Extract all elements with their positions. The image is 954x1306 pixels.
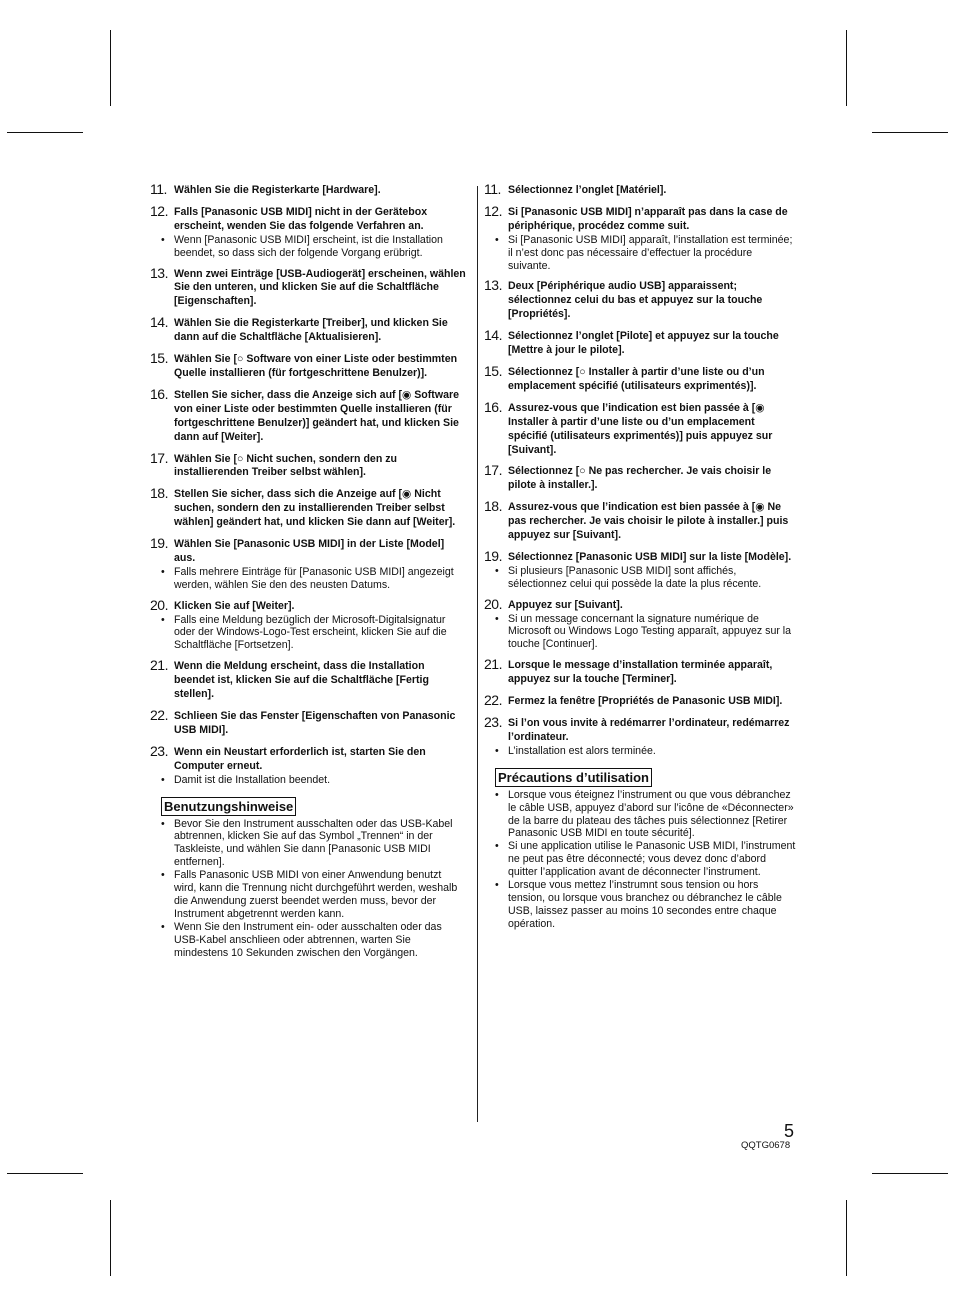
step-number: 20. <box>150 596 168 613</box>
step-text: Lorsque le message d’installation terminée apparaît, appuyez sur la touche [Terminer]. <box>508 659 773 686</box>
instruction-step <box>484 462 796 493</box>
bullet-item: • Wenn [Panasonic USB MIDI] erscheint, ist die Installation beendet, so dass sich der folgende Vorgang erübrigt. <box>174 234 466 260</box>
bullet-item: • Falls eine Meldung bezüglich der Microsoft-Digitalsignatur oder der Windows-Logo-Test erscheint, klicken Sie auf die Schaltfläche [Fortsetzen]. <box>174 614 466 653</box>
instruction-step <box>484 595 796 652</box>
bullet-item: • Falls mehrere Einträge für [Panasonic USB MIDI] angezeigt werden, wählen Sie den des neusten Datums. <box>174 566 466 592</box>
instruction-step <box>484 202 796 273</box>
instruction-step <box>150 449 466 481</box>
note-item: • Lorsque vous mettez l’instrumnt sous tension ou hors tension, ou lorsque vous branchez ou débranchez le câble USB, laissez passer au moins 10 secondes entre chaque opération. <box>508 879 796 931</box>
crop-mark-bottom-right-horizontal <box>872 1173 948 1174</box>
step-bullets <box>174 774 466 787</box>
step-number: 13. <box>150 264 168 281</box>
instruction-step <box>150 264 466 310</box>
step-text: Wählen Sie [Panasonic USB MIDI] in der Liste [Model] aus. <box>174 538 445 564</box>
note-item: • Bevor Sie den Instrument ausschalten oder das USB-Kabel abtrennen, klicken Sie auf das Symbol „Trennen“ in der Taskleiste, und wählen Sie dann [Panasonic USB MIDI entfernen]. <box>174 818 466 870</box>
step-text: Stellen Sie sicher, dass die Anzeige sich auf [◉ Software von einer Liste oder bestimmten Quelle installieren (für fortgeschrittene Benulzer)] geändert hat, und klicken Sie dann auf [Weiter]. <box>174 388 459 443</box>
step-text: Klicken Sie auf [Weiter]. <box>174 599 295 612</box>
step-bullets <box>508 745 796 758</box>
step-number: 17. <box>150 449 168 466</box>
instruction-step <box>484 362 796 394</box>
instruction-step <box>150 742 466 787</box>
bullet-item: • Si [Panasonic USB MIDI] apparaît, l’installation est terminée; il n’est donc pas nécessaire d’effectuer la procédure suivante. <box>508 234 796 273</box>
instruction-step <box>150 535 466 592</box>
crop-mark-bottom-left-horizontal <box>7 1173 83 1174</box>
step-text: Assurez-vous que l’indication est bien passée à [◉ Installer à partir d’une liste ou d’un emplacement spécifié (utilisateurs exprimentés)] puis appuyez sur [Suivant]. <box>508 401 773 456</box>
step-number: 15. <box>484 362 502 379</box>
step-text: Sélectionnez [○ Ne pas rechercher. Je vais choisir le pilote à installer.]. <box>508 465 772 492</box>
bullet-item: • Damit ist die Installation beendet. <box>174 774 466 787</box>
step-text: Wählen Sie [○ Software von einer Liste oder bestimmten Quelle installieren (für fortgeschrittene Benulzer)]. <box>174 353 458 379</box>
crop-mark-bottom-right-vertical <box>846 1200 847 1276</box>
step-number: 17. <box>484 462 502 479</box>
instruction-step <box>150 657 466 702</box>
step-number: 14. <box>484 327 502 344</box>
step-text: Wenn die Meldung erscheint, dass die Installation beendet ist, klicken Sie auf die Schaltfläche [Fertig stellen]. <box>174 660 429 701</box>
step-bullets <box>174 234 466 260</box>
instruction-step <box>150 181 466 198</box>
bullet-item: • Si plusieurs [Panasonic USB MIDI] sont affichés, sélectionnez celui qui possède la date la plus récente. <box>508 565 796 591</box>
step-text: Wenn zwei Einträge [USB-Audiogerät] erscheinen, wählen Sie den unteren, und klicken Sie auf die Schaltfläche [Eigenschaften]. <box>174 267 466 308</box>
note-item: • Lorsque vous éteignez l’instrument ou que vous débranchez le câble USB, appuyez d’abord sur l’icône de «Déconnecter» de la barre du plateau des tâches puis sélectionnez [Retirer Panasonic USB MIDI en toute sécurité]. <box>508 789 796 841</box>
page-number: 5 <box>784 1121 795 1141</box>
step-text: Appuyez sur [Suivant]. <box>508 598 623 611</box>
step-number: 21. <box>150 657 168 674</box>
step-text: Sélectionnez l’onglet [Matériel]. <box>508 184 667 196</box>
instruction-step <box>150 385 466 445</box>
step-number: 18. <box>150 485 168 502</box>
step-number: 12. <box>150 202 168 219</box>
instruction-step <box>150 485 466 530</box>
document-code: QQTG0678 <box>741 1140 791 1151</box>
note-item: • Wenn Sie den Instrument ein- oder ausschalten oder das USB-Kabel anschlieen oder abtrennen, warten Sie mindestens 10 Sekunden zwischen den Vorgängen. <box>174 921 466 960</box>
note-item: • Falls Panasonic USB MIDI von einer Anwendung benutzt wird, kann die Trennung nicht durchgeführt werden, weshalb die Anwendung zuerst beendet werden muss, bevor der Instrument abgetrennt werden kann. <box>174 869 466 921</box>
step-text: Sélectionnez [Panasonic USB MIDI] sur la liste [Modèle]. <box>508 550 792 563</box>
instruction-step <box>150 314 466 345</box>
instruction-step <box>150 707 466 738</box>
crop-mark-top-right-horizontal <box>872 132 948 133</box>
step-number: 18. <box>484 498 502 515</box>
instruction-step <box>484 656 796 687</box>
instruction-step <box>484 498 796 543</box>
german-steps <box>150 181 466 787</box>
instruction-step <box>484 181 796 198</box>
step-number: 19. <box>484 547 502 564</box>
step-number: 23. <box>484 714 502 730</box>
instruction-step <box>484 277 796 322</box>
step-bullets <box>174 614 466 653</box>
step-bullets <box>508 565 796 591</box>
step-bullets <box>508 613 796 652</box>
bullet-item: • L’installation est alors terminée. <box>508 745 796 758</box>
step-text: Si [Panasonic USB MIDI] n’apparaît pas dans la case de périphérique, procédez comme suit. <box>508 205 788 232</box>
instruction-step <box>484 714 796 758</box>
french-steps <box>484 181 796 758</box>
column-divider <box>477 186 478 1122</box>
step-bullets <box>508 234 796 273</box>
step-number: 22. <box>484 692 502 709</box>
step-text: Wählen Sie die Registerkarte [Hardware]. <box>174 184 381 196</box>
step-text: Wenn ein Neustart erforderlich ist, starten Sie den Computer erneut. <box>174 745 426 772</box>
instruction-step <box>484 692 796 709</box>
step-text: Sélectionnez [○ Installer à partir d’une liste ou d’un emplacement spécifié (utilisateurs exprimentés)]. <box>508 365 765 392</box>
step-text: Assurez-vous que l’indication est bien passée à [◉ Ne pas rechercher. Je vais choisir le pilote à installer.] puis appuyez sur [Suivant]. <box>508 501 789 542</box>
step-text: Sélectionnez l’onglet [Pilote] et appuyez sur la touche [Mettre à jour le pilote]. <box>508 330 779 357</box>
crop-mark-bottom-left-vertical <box>110 1200 111 1276</box>
step-text: Stellen Sie sicher, dass sich die Anzeige auf [◉ Nicht suchen, sondern den zu installierenden Treiber selbst wählen] geändert hat, und klicken Sie dann auf [Weiter]. <box>174 488 456 529</box>
step-text: Wählen Sie die Registerkarte [Treiber], und klicken Sie dann auf die Schaltfläche [Aktualisieren]. <box>174 317 448 344</box>
step-text: Wählen Sie [○ Nicht suchen, sondern den zu installierenden Treiber selbst wählen]. <box>174 452 398 479</box>
instruction-step <box>150 202 466 260</box>
step-number: 11. <box>484 181 501 197</box>
step-text: Si l’on vous invite à redémarrer l’ordinateur, redémarrez l’ordinateur. <box>508 717 790 743</box>
instruction-step <box>484 547 796 591</box>
step-number: 11. <box>150 181 167 197</box>
crop-mark-top-left-horizontal <box>7 132 83 133</box>
step-text: Fermez la fenêtre [Propriétés de Panasonic USB MIDI]. <box>508 695 783 708</box>
step-number: 12. <box>484 202 502 219</box>
step-number: 13. <box>484 277 502 294</box>
step-number: 14. <box>150 314 168 331</box>
step-number: 19. <box>150 535 168 552</box>
step-number: 15. <box>150 350 168 367</box>
instruction-step <box>484 398 796 458</box>
french-column <box>484 181 796 931</box>
step-number: 23. <box>150 742 168 759</box>
step-number: 16. <box>484 398 502 415</box>
crop-mark-top-right-vertical <box>846 30 847 106</box>
german-notes-heading: Benutzungshinweise <box>161 797 296 816</box>
bullet-item: • Si un message concernant la signature numérique de Microsoft ou Windows Logo Testing apparaît, appuyez sur la touche [Continuer]. <box>508 613 796 652</box>
step-bullets <box>174 566 466 592</box>
french-notes-heading: Précautions d’utilisation <box>495 768 652 787</box>
instruction-step <box>150 596 466 653</box>
crop-mark-top-left-vertical <box>110 30 111 106</box>
french-notes-list <box>484 789 796 931</box>
instruction-step <box>484 327 796 358</box>
step-number: 16. <box>150 385 168 402</box>
step-number: 21. <box>484 656 502 673</box>
german-column <box>150 181 466 960</box>
step-number: 22. <box>150 707 168 723</box>
german-notes-list <box>150 818 466 960</box>
note-item: • Si une application utilise le Panasonic USB MIDI, l’instrument ne peut pas être déconnecté; vous devez donc d’abord quitter l’application avant de déconnecter l’instrument. <box>508 840 796 879</box>
instruction-step <box>150 350 466 381</box>
step-text: Falls [Panasonic USB MIDI] nicht in der Gerätebox erscheint, wenden Sie das folgende Verfahren an. <box>174 205 428 232</box>
step-text: Deux [Périphérique audio USB] apparaissent; sélectionnez celui du bas et appuyez sur la touche [Propriétés]. <box>508 280 763 321</box>
step-text: Schlieen Sie das Fenster [Eigenschaften von Panasonic USB MIDI]. <box>174 710 456 736</box>
step-number: 20. <box>484 595 502 612</box>
